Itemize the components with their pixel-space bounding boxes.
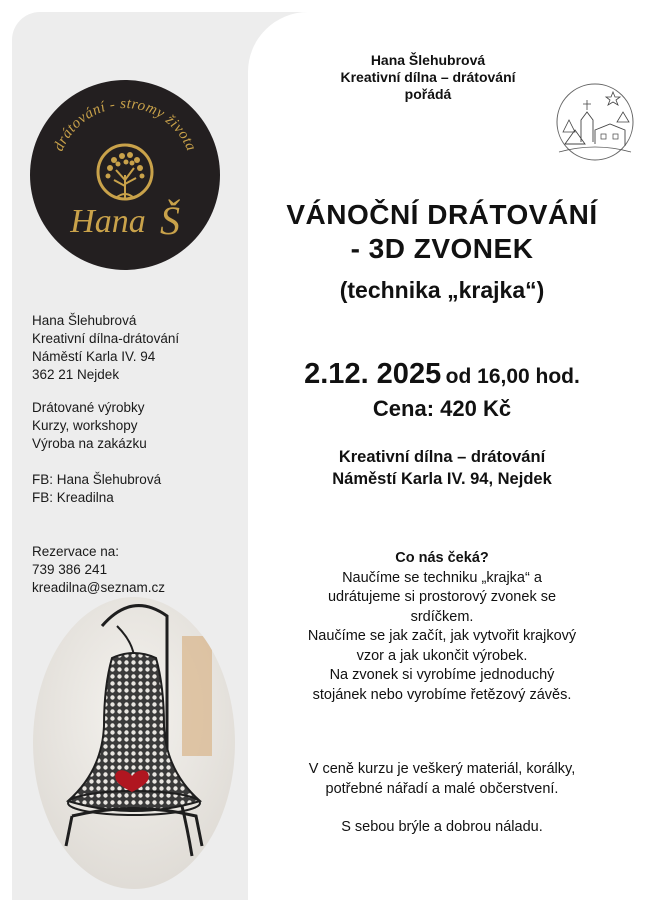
venue-block	[252, 446, 632, 490]
social-block	[32, 471, 161, 507]
logo-arc-text: drátování - stromy života	[50, 95, 200, 154]
reservation-block	[32, 543, 165, 597]
description-line: Naučíme se jak začít, jak vytvořit krajkový	[307, 628, 577, 644]
organizer-block	[320, 52, 536, 103]
event-title-line1: VÁNOČNÍ DRÁTOVÁNÍ	[286, 199, 598, 230]
description-line: udrátujeme si prostorový zvonek se	[327, 589, 557, 605]
included-block	[252, 760, 632, 799]
event-date: 2.12. 2025	[304, 358, 442, 390]
contact-street: Náměstí Karla IV. 94	[32, 349, 156, 364]
reservation-phone[interactable]: 739 386 241	[32, 562, 108, 577]
description-line: vzor a jak ukončit výrobek.	[356, 647, 528, 664]
included-line: potřebné nářadí a malé občerstvení.	[325, 780, 559, 797]
contact-city: 362 21 Nejdek	[32, 367, 120, 382]
event-price: Cena: 420 Kč	[372, 396, 512, 421]
bell-photo	[32, 596, 236, 890]
bring-note: S sebou brýle a dobrou náladu.	[341, 819, 543, 835]
description-line: stojánek nebo vyrobíme řetězový závěs.	[312, 686, 572, 703]
social-facebook[interactable]: FB: Kreadilna	[32, 490, 114, 505]
reservation-email[interactable]: kreadilna@seznam.cz	[32, 580, 166, 595]
organizer-name: Hana Šlehubrová	[370, 52, 486, 68]
description-block	[252, 549, 632, 705]
service-item: Kurzy, workshopy	[32, 418, 138, 433]
organizer-studio: Kreativní dílna – drátování	[340, 69, 516, 85]
logo-name: Hana	[70, 203, 146, 240]
included-line: V ceně kurzu je veškerý materiál, korálky,	[308, 761, 576, 777]
services-block	[32, 399, 147, 453]
event-title	[252, 198, 632, 266]
hana-logo	[30, 80, 220, 270]
contact-block	[32, 312, 179, 384]
event-title-line2: - 3D ZVONEK	[350, 233, 534, 264]
venue-name: Kreativní dílna – drátování	[338, 448, 546, 466]
village-illustration	[555, 72, 635, 172]
logo-initial: Š	[160, 198, 180, 243]
description-line: Na zvonek si vyrobíme jednoduchý	[329, 667, 555, 683]
service-item: Drátované výrobky	[32, 400, 145, 415]
event-time: od 16,00 hod.	[445, 365, 580, 388]
organizer-presents: pořádá	[404, 86, 452, 102]
venue-address: Náměstí Karla IV. 94, Nejdek	[332, 470, 552, 488]
event-date-line	[252, 358, 632, 391]
event-subtitle: (technika „krajka“)	[339, 277, 545, 303]
reservation-label: Rezervace na:	[32, 544, 120, 559]
description-line: srdíčkem.	[410, 608, 474, 625]
social-facebook[interactable]: FB: Hana Šlehubrová	[32, 472, 162, 487]
description-line: Naučíme se techniku „krajka“ a	[342, 569, 542, 586]
description-heading: Co nás čeká?	[395, 550, 489, 566]
contact-name: Hana Šlehubrová	[32, 313, 137, 328]
service-item: Výroba na zakázku	[32, 436, 147, 451]
contact-studio: Kreativní dílna-drátování	[32, 331, 180, 346]
